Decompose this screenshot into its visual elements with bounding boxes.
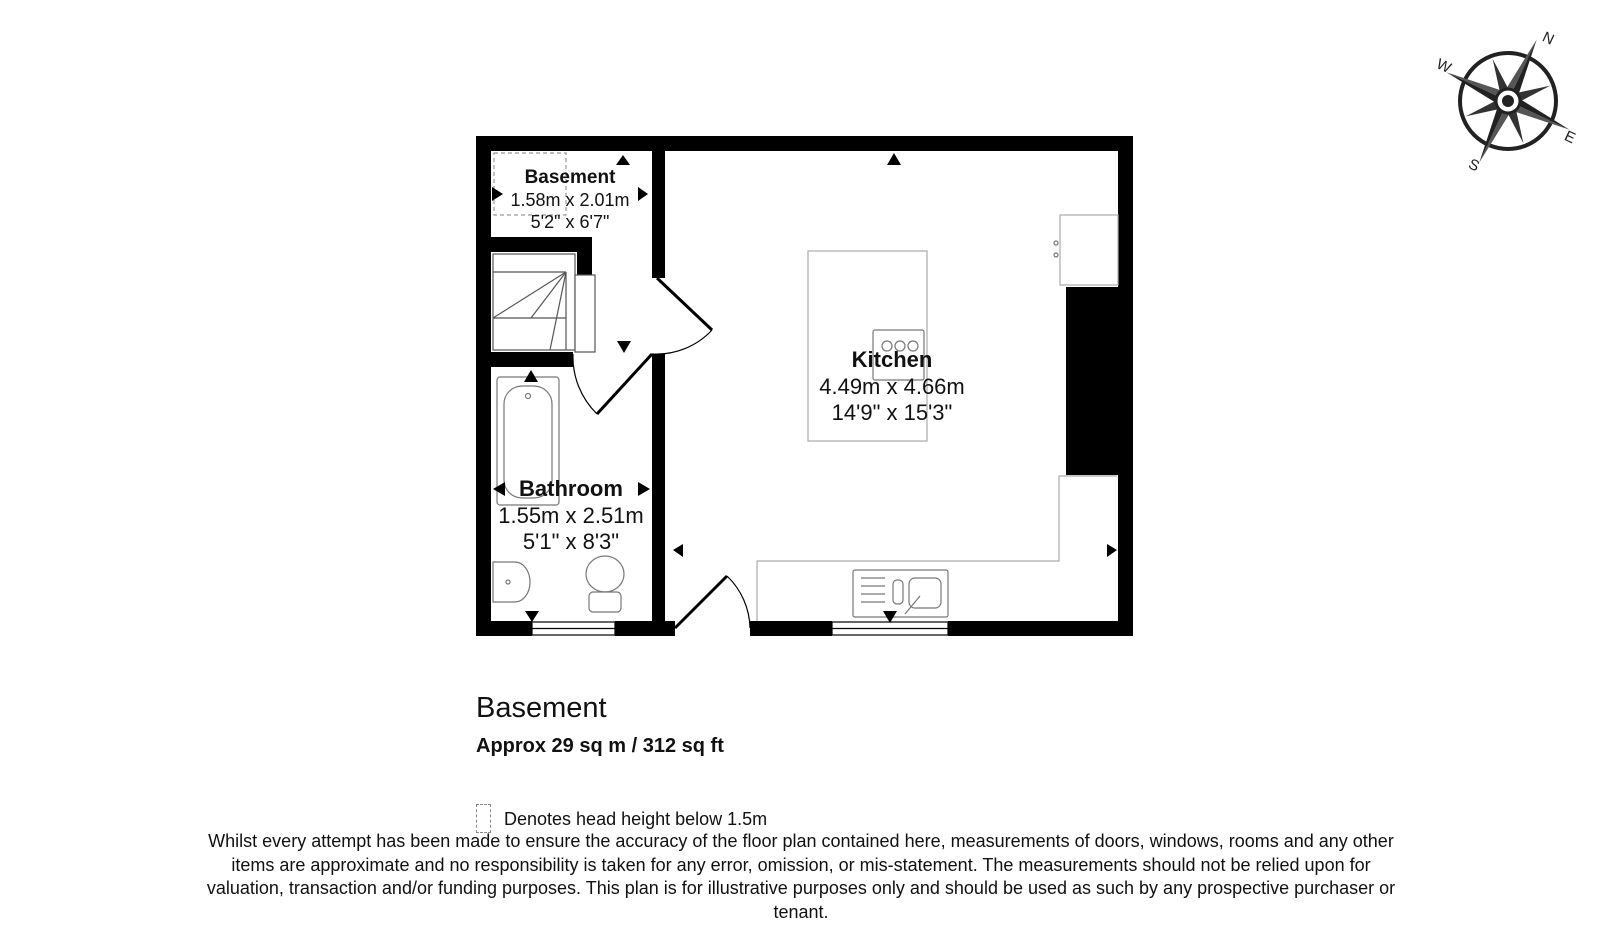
compass-west-label: W (1433, 55, 1454, 78)
compass-east-label: E (1561, 127, 1578, 148)
compass-south-label: S (1465, 155, 1482, 176)
windows (532, 622, 948, 635)
toilet-icon (586, 556, 624, 612)
room-basement-metric: 1.58m x 2.01m (510, 190, 630, 210)
floor-area: Approx 29 sq m / 312 sq ft (476, 735, 724, 757)
dashed-box-icon (476, 804, 491, 833)
room-bathroom (498, 476, 644, 554)
compass-north-label: N (1539, 28, 1557, 49)
room-bathroom-imperial: 5'1" x 8'3" (522, 529, 620, 554)
compass-icon (1418, 11, 1599, 192)
legend-text: Denotes head height below 1.5m (504, 809, 768, 829)
sink-icon (853, 570, 948, 617)
room-kitchen-name: Kitchen (851, 347, 933, 372)
kitchen-worktop (757, 476, 1117, 621)
floor-title: Basement (476, 692, 607, 724)
fridge-icon (1054, 215, 1118, 285)
room-basement-name: Basement (524, 167, 616, 188)
room-kitchen-metric: 4.49m x 4.66m (819, 374, 965, 399)
room-kitchen-imperial: 14'9" x 15'3" (831, 400, 953, 425)
disclaimer: Whilst every attempt has been made to ensure the accuracy of the floor plan contained here, measurements of doors, windows, rooms and any other items are approximate and no responsibility is taken for any error, omission, or mis-statement. The measurements should not be relied upon for valuation, transaction and/or funding purposes. This plan is for illustrative purposes only and should be used as such by any prospective purchaser or tenant. (206, 831, 1396, 922)
room-basement (510, 167, 629, 232)
basin-icon (493, 562, 530, 602)
room-kitchen (819, 347, 965, 425)
room-bathroom-name: Bathroom (519, 476, 623, 501)
room-bathroom-metric: 1.55m x 2.51m (498, 503, 644, 528)
legend (476, 806, 767, 833)
room-basement-imperial: 5'2" x 6'7" (530, 212, 610, 232)
